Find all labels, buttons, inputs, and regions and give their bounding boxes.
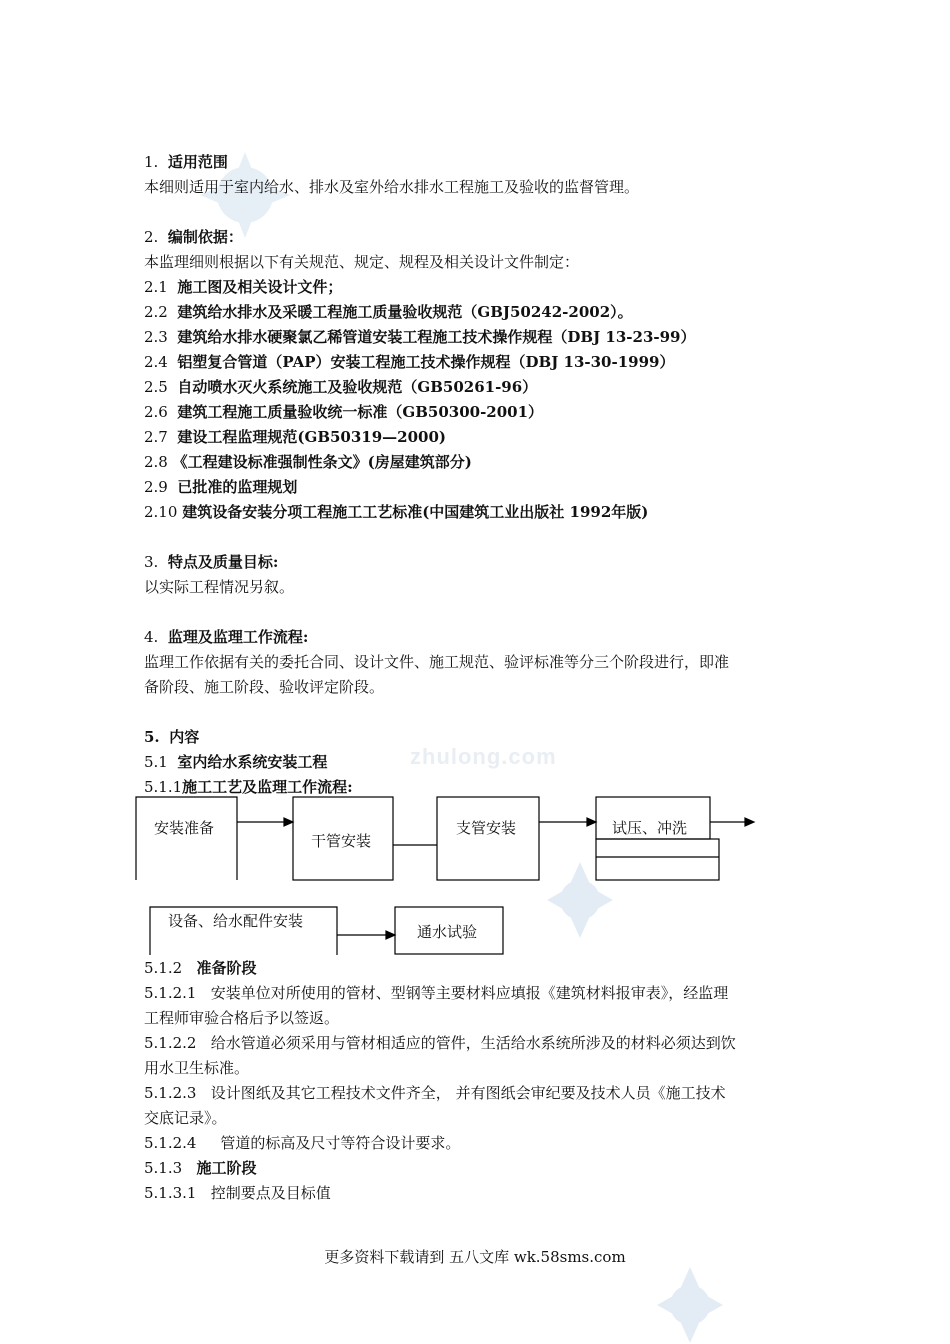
flow-step-label: 试压、冲洗 xyxy=(612,819,688,837)
list-item: 2.4 铝塑复合管道（PAP）安装工程施工技术操作规程（DBJ 13-30-1999） xyxy=(144,353,675,371)
section-body: 备阶段、施工阶段、验收评定阶段。 xyxy=(144,678,385,696)
flow-box-branch-pipe xyxy=(437,797,539,880)
clause: 5.1.2.4 管道的标高及尺寸等符合设计要求。 xyxy=(144,1134,461,1152)
list-item: 2.7 建设工程监理规范(GB50319—2000) xyxy=(144,428,447,446)
watermark-text: zhulong.com xyxy=(410,744,557,769)
flow-box-prepare xyxy=(136,797,237,880)
list-item: 2.10 建筑设备安装分项工程施工工艺标准(中国建筑工业出版社 1992年版) xyxy=(144,503,649,521)
section-heading: 5. 内容 xyxy=(144,728,200,746)
footer-link[interactable]: 更多资料下载请到 五八文库 wk.58sms.com xyxy=(324,1248,626,1266)
list-item: 2.5 自动喷水灭火系统施工及验收规范（GB50261-96） xyxy=(144,378,538,396)
clause-continuation: 交底记录》。 xyxy=(144,1109,227,1127)
flow-step-label: 设备、给水配件安装 xyxy=(168,912,304,930)
subsection-heading: 5.1 室内给水系统安装工程 xyxy=(144,753,328,771)
section-heading: 3. 特点及质量目标: xyxy=(144,553,279,571)
flow-box-pressure-test-lower xyxy=(596,839,719,880)
list-item: 2.1 施工图及相关设计文件； xyxy=(144,278,343,296)
section-heading: 1. 适用范围 xyxy=(144,153,228,171)
clause: 5.1.2.2 给水管道必须采用与管材相适应的管件，生活给水系统所涉及的材料必须达到饮 xyxy=(144,1034,736,1052)
flow-step-label: 通水试验 xyxy=(417,923,478,941)
section-body: 本监理细则根据以下有关规范、规定、规程及相关设计文件制定： xyxy=(144,253,580,271)
clause: 5.1.2.3 设计图纸及其它工程技术文件齐全， 并有图纸会审纪要及技术人员《施工技术 xyxy=(144,1084,726,1102)
flow-arrowhead-icon xyxy=(745,818,754,826)
flow-step-label: 干管安装 xyxy=(311,832,372,850)
section-body: 以实际工程情况另叙。 xyxy=(144,578,295,596)
flow-step-label: 安装准备 xyxy=(154,819,215,837)
flow-step-label: 支管安装 xyxy=(456,819,517,837)
list-item: 2.3 建筑给水排水硬聚氯乙稀管道安装工程施工技术操作规程（DBJ 13-23-99） xyxy=(144,328,696,346)
flow-arrowhead-icon xyxy=(386,931,395,939)
section-heading: 4. 监理及监理工作流程: xyxy=(144,628,309,646)
section-body: 本细则适用于室内给水、排水及室外给水排水工程施工及验收的监督管理。 xyxy=(144,178,640,196)
subsection-heading: 5.1.3 施工阶段 xyxy=(144,1159,257,1177)
clause-continuation: 工程师审验合格后予以签返。 xyxy=(144,1009,340,1027)
list-item: 2.8 《工程建设标准强制性条文》(房屋建筑部分) xyxy=(144,453,472,471)
subsection-heading: 5.1.2 准备阶段 xyxy=(144,959,257,977)
clause: 5.1.2.1 安装单位对所使用的管材、型钢等主要材料应填报《建筑材料报审表》，经监理 xyxy=(144,984,729,1002)
clause: 5.1.3.1 控制要点及目标值 xyxy=(144,1184,331,1202)
list-item: 2.2 建筑给水排水及采暖工程施工质量验收规范（GBJ50242-2002）。 xyxy=(144,303,633,321)
clause-continuation: 用水卫生标准。 xyxy=(144,1059,250,1077)
section-body: 监理工作依据有关的委托合同、设计文件、施工规范、验评标准等分三个阶段进行，即准 xyxy=(144,653,730,671)
subsection-heading: 5.1.1施工工艺及监理工作流程: xyxy=(144,778,353,796)
flow-arrowhead-icon xyxy=(587,818,596,826)
flow-arrowhead-icon xyxy=(284,818,293,826)
section-heading: 2. 编制依据： xyxy=(144,228,243,246)
list-item: 2.6 建筑工程施工质量验收统一标准（GB50300-2001） xyxy=(144,403,544,421)
list-item: 2.9 已批准的监理规划 xyxy=(144,478,298,496)
